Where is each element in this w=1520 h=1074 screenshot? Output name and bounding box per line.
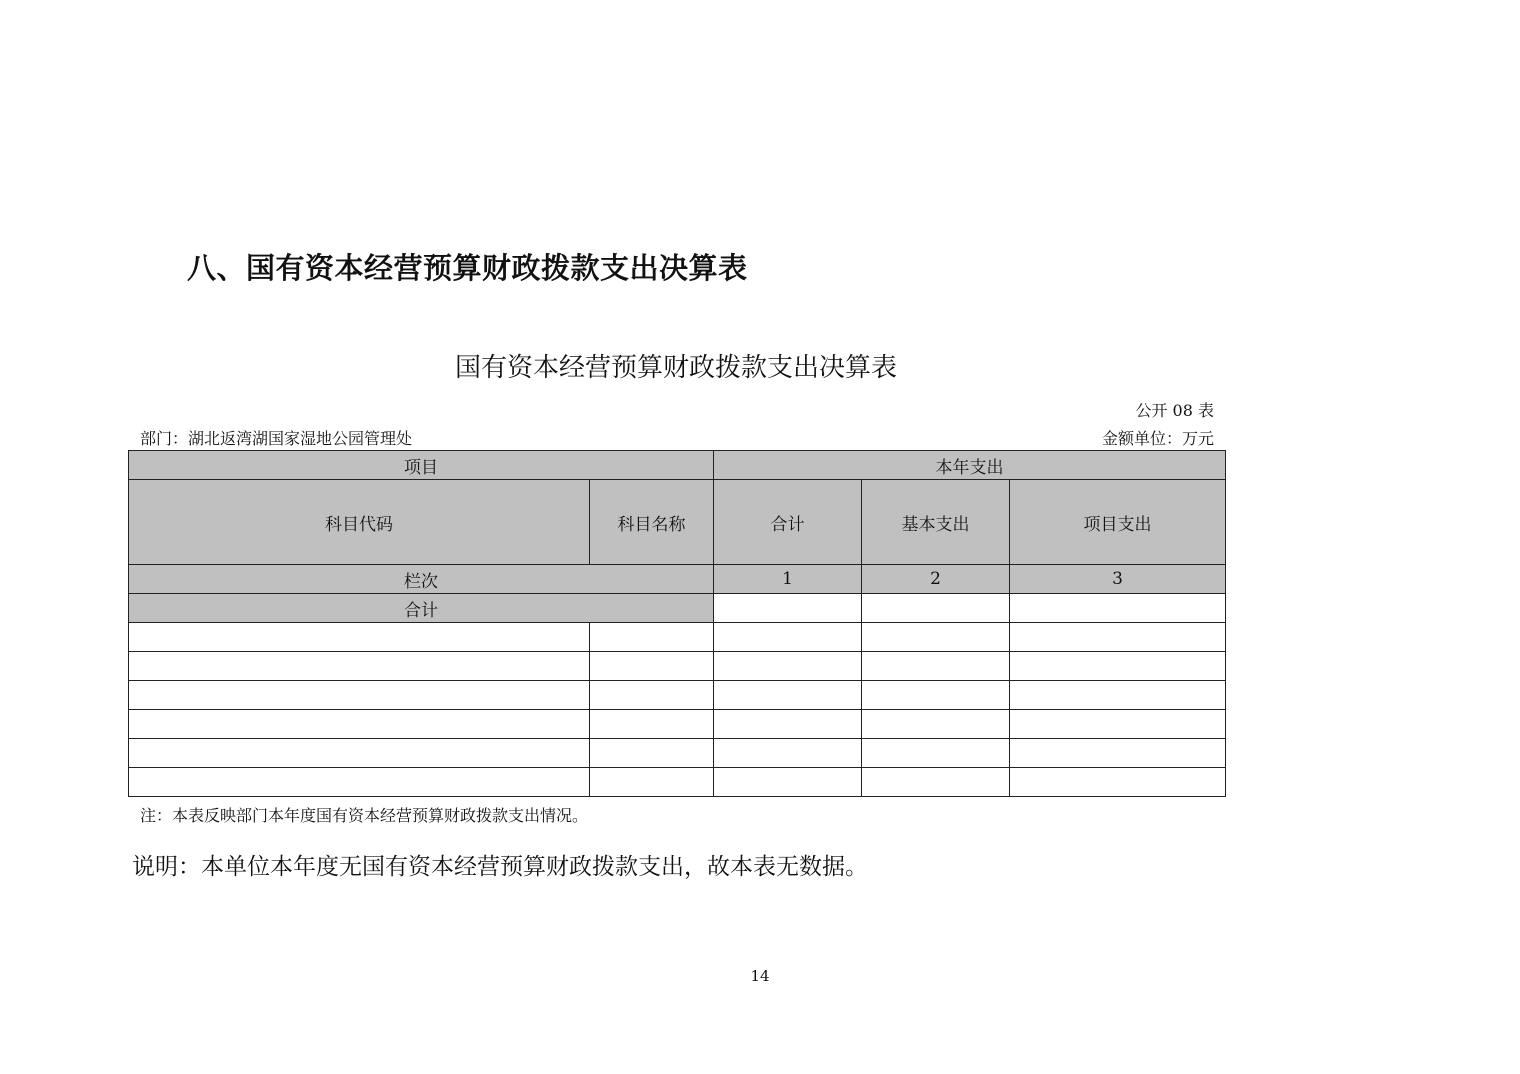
section-heading: 八、国有资本经营预算财政拨款支出决算表	[187, 251, 748, 285]
table-cell	[862, 768, 1010, 797]
table-note: 注：本表反映部门本年度国有资本经营预算财政拨款支出情况。	[140, 806, 589, 825]
table-row	[129, 710, 1226, 739]
table-cell	[862, 652, 1010, 681]
table-row	[129, 681, 1226, 710]
table-cell	[590, 739, 714, 768]
header-row-2	[129, 480, 1226, 565]
explanation-text: 说明：本单位本年度无国有资本经营预算财政拨款支出，故本表无数据。	[132, 854, 868, 880]
col-project-expense: 项目支出	[1010, 480, 1226, 565]
table-cell	[862, 681, 1010, 710]
table-cell	[129, 768, 590, 797]
budget-table	[128, 450, 1226, 797]
amount-unit: 金额单位：万元	[1101, 429, 1214, 448]
table-cell	[862, 739, 1010, 768]
department-label: 部门：湖北返湾湖国家湿地公园管理处	[140, 429, 413, 448]
table-title: 国有资本经营预算财政拨款支出决算表	[454, 353, 897, 383]
table-cell	[590, 710, 714, 739]
total-cell	[862, 594, 1010, 623]
table-cell	[129, 652, 590, 681]
col-basic-expense: 基本支出	[862, 480, 1010, 565]
index-3: 3	[1010, 565, 1226, 594]
index-1: 1	[714, 565, 862, 594]
total-cell	[714, 594, 862, 623]
table-cell	[129, 710, 590, 739]
table-cell	[714, 652, 862, 681]
table-cell	[1010, 681, 1226, 710]
table-cell	[862, 623, 1010, 652]
row-total-label: 合计	[129, 594, 714, 623]
table-cell	[714, 623, 862, 652]
table-cell	[590, 681, 714, 710]
table-cell	[714, 710, 862, 739]
table-cell	[1010, 623, 1226, 652]
table-cell	[590, 768, 714, 797]
table-cell	[590, 623, 714, 652]
table-cell	[714, 768, 862, 797]
header-item: 项目	[129, 451, 714, 480]
table-cell	[1010, 768, 1226, 797]
col-total: 合计	[714, 480, 862, 565]
table-cell	[862, 710, 1010, 739]
index-2: 2	[862, 565, 1010, 594]
table-cell	[1010, 739, 1226, 768]
header-expense: 本年支出	[714, 451, 1226, 480]
table-row	[129, 623, 1226, 652]
page-number: 14	[750, 967, 770, 985]
table-cell	[129, 623, 590, 652]
table-cell	[1010, 652, 1226, 681]
table-cell	[129, 739, 590, 768]
table-cell	[129, 681, 590, 710]
table-row	[129, 768, 1226, 797]
index-row	[129, 565, 1226, 594]
table-cell	[590, 652, 714, 681]
total-row	[129, 594, 1226, 623]
header-row-1	[129, 451, 1226, 480]
table-cell	[714, 739, 862, 768]
row-index-label: 栏次	[129, 565, 714, 594]
table-cell	[1010, 710, 1226, 739]
col-subject-code: 科目代码	[129, 480, 590, 565]
table-row	[129, 739, 1226, 768]
table-row	[129, 652, 1226, 681]
total-cell	[1010, 594, 1226, 623]
form-number: 公开 08 表	[1135, 401, 1214, 420]
col-subject-name: 科目名称	[590, 480, 714, 565]
table-cell	[714, 681, 862, 710]
